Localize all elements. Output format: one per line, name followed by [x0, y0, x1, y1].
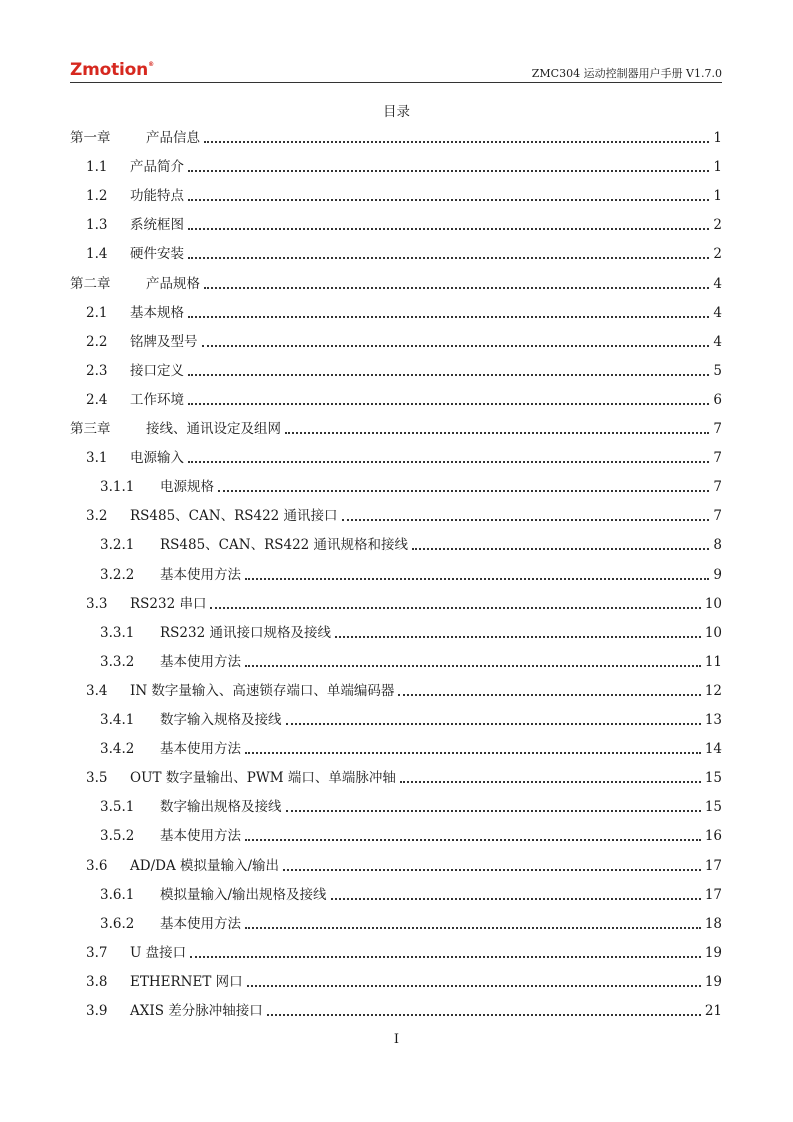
toc-entry-page: 17	[704, 886, 722, 903]
toc-entry-label: ETHERNET 网口	[130, 973, 243, 990]
toc-entry-label: IN 数字量输入、高速锁存端口、单端编码器	[130, 682, 395, 699]
toc-entry[interactable]	[70, 415, 722, 437]
dot-leader	[412, 540, 709, 550]
dot-leader	[245, 831, 701, 841]
toc-entry[interactable]	[70, 822, 722, 844]
toc-entry-number: 3.6.1	[100, 886, 135, 903]
toc-entry-label: 系统框图	[130, 217, 184, 234]
toc-entry-page: 17	[704, 857, 722, 874]
toc-entry-page: 12	[704, 682, 722, 699]
toc-entry-number: 3.4.1	[100, 712, 135, 728]
toc-entry-number: 1.4	[86, 246, 108, 263]
toc-entry-number: 3.2.1	[100, 537, 135, 554]
toc-entry-label: 基本使用方法	[160, 566, 241, 583]
dot-leader	[245, 744, 701, 754]
toc-entry-number: 3.8	[86, 973, 108, 990]
toc-entry-page: 7	[713, 421, 722, 437]
dot-leader	[188, 191, 709, 201]
toc-entry-number: 3.3.1	[100, 624, 135, 641]
toc-entry-number: 3.2	[86, 508, 108, 525]
dot-leader	[188, 366, 709, 376]
toc-entry-page: 10	[704, 624, 722, 641]
toc-entry-number: 第三章	[70, 421, 111, 437]
toc-entry-number: 2.1	[86, 304, 108, 321]
toc-entry-label: 电源规格	[160, 479, 214, 496]
toc-entry-number: 2.4	[86, 391, 108, 408]
toc-entry-page: 4	[713, 333, 722, 350]
dot-leader	[331, 890, 701, 900]
toc-entry-page: 15	[704, 770, 722, 787]
toc-entry[interactable]	[70, 211, 722, 233]
toc-entry-page: 4	[713, 304, 722, 321]
toc-entry[interactable]	[70, 910, 722, 932]
toc-entry[interactable]	[70, 299, 722, 321]
toc-entry-label: 模拟量输入/输出规格及接线	[160, 886, 327, 903]
toc-entry-label: U 盘接口	[130, 944, 187, 961]
toc-entry-page: 7	[713, 508, 722, 525]
toc-entry[interactable]	[70, 531, 722, 553]
toc-entry-label: 基本使用方法	[160, 741, 241, 758]
toc-entry-page: 19	[704, 973, 722, 990]
toc-entry-number: 3.6.2	[100, 915, 135, 932]
toc-entry[interactable]	[70, 124, 722, 146]
toc-entry-page: 9	[713, 566, 722, 583]
dot-leader	[283, 861, 701, 871]
zmotion-logo: Zmotion®	[70, 60, 154, 80]
toc-entry[interactable]	[70, 590, 722, 612]
toc-entry[interactable]	[70, 764, 722, 786]
toc-entry[interactable]	[70, 677, 722, 699]
toc-entry-number: 3.2.2	[100, 566, 135, 583]
toc-entry[interactable]	[70, 997, 722, 1019]
toc-entry[interactable]	[70, 444, 722, 466]
toc-entry-page: 7	[713, 479, 722, 496]
toc-entry-label: RS232 通讯接口规格及接线	[160, 624, 331, 641]
toc-entry-page: 11	[704, 653, 722, 670]
toc-entry[interactable]	[70, 502, 722, 524]
toc-entry-page: 15	[704, 799, 722, 816]
toc-entry-number: 3.1	[86, 450, 108, 467]
toc-entry[interactable]	[70, 648, 722, 670]
dot-leader	[188, 249, 709, 259]
toc-entry[interactable]	[70, 270, 722, 292]
page-number: I	[393, 1032, 400, 1047]
toc-entry-number: 1.1	[86, 159, 108, 176]
toc-entry-label: 基本使用方法	[160, 915, 241, 932]
toc-entry-number: 3.3.2	[100, 653, 135, 670]
dot-leader	[218, 482, 709, 492]
toc-entry-label: AXIS 差分脉冲轴接口	[130, 1003, 263, 1019]
dot-leader	[286, 802, 701, 812]
toc-entry-number: 1.3	[86, 217, 108, 234]
dot-leader	[188, 308, 709, 318]
toc-entry-label: 工作环境	[130, 391, 184, 408]
dot-leader	[204, 133, 709, 143]
toc-entry-label: 接线、通讯设定及组网	[146, 421, 281, 437]
toc-entry-label: 电源输入	[130, 450, 184, 467]
dot-leader	[335, 628, 701, 638]
dot-leader	[210, 599, 700, 609]
toc-entry-number: 3.1.1	[100, 479, 135, 496]
toc-entry-page: 10	[704, 595, 722, 612]
toc-entry[interactable]	[70, 968, 722, 990]
toc-entry-page: 7	[713, 450, 722, 467]
dot-leader	[285, 424, 709, 434]
toc-entry-number: 3.3	[86, 595, 108, 612]
toc-entry[interactable]	[70, 153, 722, 175]
toc-entry-number: 1.2	[86, 188, 108, 205]
toc-entry-number: 第一章	[70, 130, 111, 146]
toc-entry[interactable]	[70, 619, 722, 641]
toc-entry-label: 接口定义	[130, 362, 184, 379]
dot-leader	[286, 715, 701, 725]
dot-leader	[400, 773, 701, 783]
toc-entry-label: 基本规格	[130, 304, 184, 321]
toc-entry[interactable]	[70, 386, 722, 408]
dot-leader	[188, 453, 709, 463]
toc-entry-page: 21	[704, 1003, 722, 1019]
dot-leader	[398, 686, 700, 696]
toc-entry-page: 13	[704, 712, 722, 728]
toc-entry-label: 铭牌及型号	[130, 333, 198, 350]
dot-leader	[190, 948, 701, 958]
toc-entry-label: 数字输出规格及接线	[160, 799, 282, 816]
toc-entry[interactable]	[70, 852, 722, 874]
toc-entry-number: 3.5.1	[100, 799, 135, 816]
toc-entry-page: 14	[704, 741, 722, 758]
dot-leader	[342, 511, 710, 521]
toc-entry-number: 2.3	[86, 362, 108, 379]
dot-leader	[247, 977, 701, 987]
page-header	[70, 58, 722, 83]
toc-entry[interactable]	[70, 328, 722, 350]
toc-entry-page: 4	[713, 275, 722, 292]
dot-leader	[267, 1006, 701, 1016]
toc-entry[interactable]	[70, 357, 722, 379]
toc-entry[interactable]	[70, 939, 722, 961]
document-title: ZMC304 运动控制器用户手册 V1.7.0	[531, 67, 722, 80]
toc-entry-number: 3.4.2	[100, 741, 135, 758]
toc-entry-label: AD/DA 模拟量输入/输出	[130, 857, 280, 874]
toc-entry-label: RS232 串口	[130, 595, 207, 612]
toc-entry[interactable]	[70, 240, 722, 262]
toc-entry-page: 1	[713, 159, 722, 176]
dot-leader	[204, 279, 709, 289]
toc-entry[interactable]	[70, 881, 722, 903]
toc-entry-page: 5	[713, 362, 722, 379]
dot-leader	[188, 220, 709, 230]
dot-leader	[188, 395, 709, 405]
dot-leader	[245, 657, 701, 667]
toc-entry-page: 8	[713, 537, 722, 554]
toc-entry-number: 3.7	[86, 944, 108, 961]
dot-leader	[202, 337, 710, 347]
toc-entry[interactable]	[70, 561, 722, 583]
toc-entry[interactable]	[70, 473, 722, 495]
toc-entry-number: 3.5.2	[100, 828, 135, 845]
toc-entry-label: RS485、CAN、RS422 通讯接口	[130, 508, 338, 525]
toc-entry-page: 19	[704, 944, 722, 961]
toc-entry-page: 2	[713, 217, 722, 234]
toc-entry-number: 3.5	[86, 770, 108, 787]
toc-entry-number: 第二章	[70, 275, 111, 292]
toc-entry[interactable]	[70, 182, 722, 204]
toc-entry-page: 6	[713, 391, 722, 408]
toc-entry-label: 硬件安装	[130, 246, 184, 263]
toc-entry[interactable]	[70, 735, 722, 757]
toc-entry-page: 18	[704, 915, 722, 932]
toc-entry[interactable]	[70, 706, 722, 728]
toc-entry-label: 产品规格	[146, 275, 200, 292]
toc-entry-label: OUT 数字量输出、PWM 端口、单端脉冲轴	[130, 770, 396, 787]
toc-entry-label: 产品简介	[130, 159, 184, 176]
toc-entry-page: 2	[713, 246, 722, 263]
toc-entry-number: 3.9	[86, 1003, 108, 1019]
toc-entry-label: 基本使用方法	[160, 828, 241, 845]
toc-entry-label: 产品信息	[146, 130, 200, 146]
toc-entry-page: 16	[704, 828, 722, 845]
toc-entry-page: 1	[713, 188, 722, 205]
dot-leader	[245, 570, 709, 580]
dot-leader	[188, 162, 709, 172]
toc-heading: 目录	[383, 104, 410, 120]
toc-entry-number: 3.4	[86, 682, 108, 699]
toc-entry-number: 3.6	[86, 857, 108, 874]
toc-entry-label: 数字输入规格及接线	[160, 712, 282, 728]
toc-entry-label: 基本使用方法	[160, 653, 241, 670]
toc-entry-label: 功能特点	[130, 188, 184, 205]
toc-entry-number: 2.2	[86, 333, 108, 350]
toc-entry[interactable]	[70, 793, 722, 815]
dot-leader	[245, 919, 701, 929]
toc-entry-label: RS485、CAN、RS422 通讯规格和接线	[160, 537, 409, 554]
toc-entry-page: 1	[713, 130, 722, 146]
